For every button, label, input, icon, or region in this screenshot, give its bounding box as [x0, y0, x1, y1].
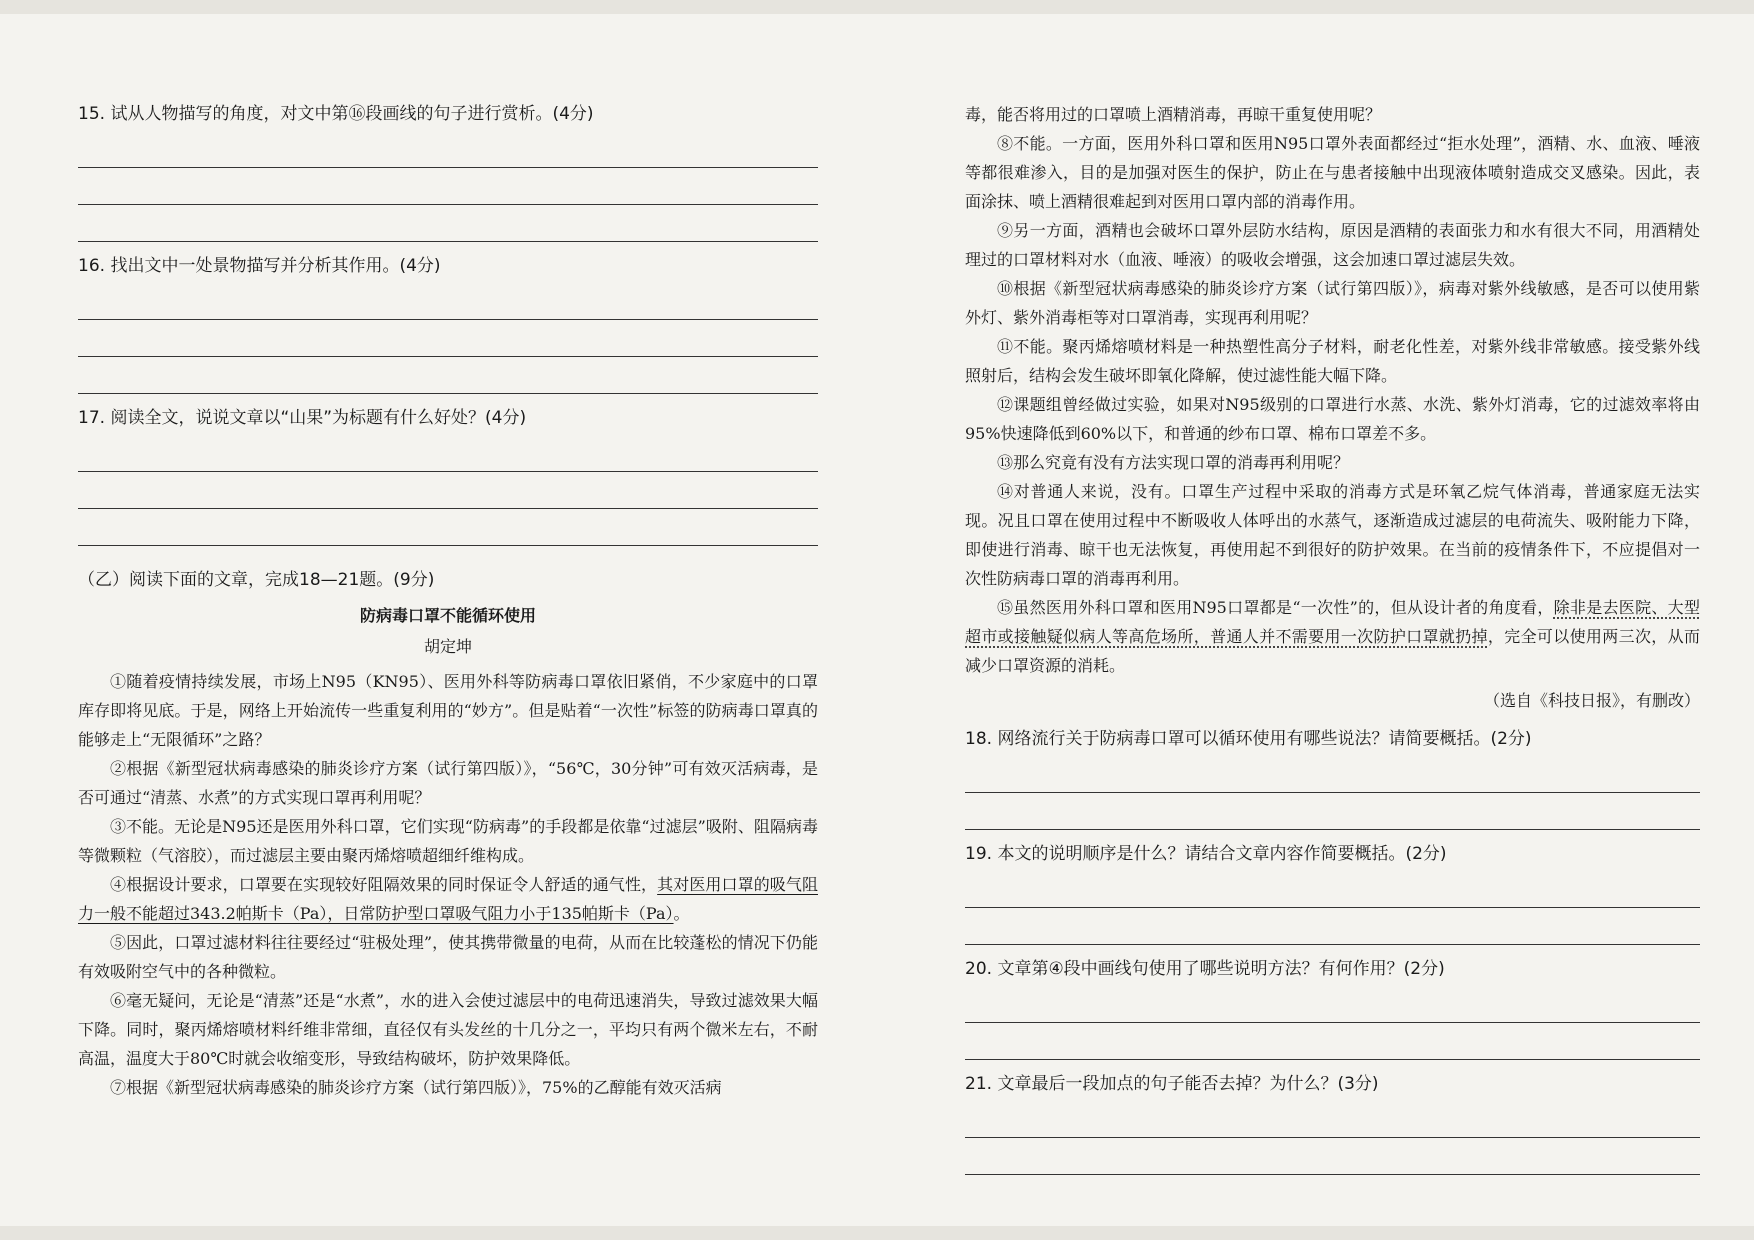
paragraph-4-lead: ④根据设计要求，口罩要在实现较好阻隔效果的同时保证令人舒适的通气性， [110, 875, 658, 894]
scan-edge-top [0, 0, 1754, 14]
paragraph-11: ⑪不能。聚丙烯熔喷材料是一种热塑性高分子材料，耐老化性差，对紫外线非常敏感。接受紫外线照射后，结构会发生破坏即氧化降解，使过滤性能大幅下降。 [965, 337, 1700, 385]
answer-line[interactable] [965, 907, 1700, 908]
question-21: 21. 文章最后一段加点的句子能否去掉？为什么？(3分) [965, 1074, 1379, 1094]
paragraph-15-lead: ⑮虽然医用外科口罩和医用N95口罩都是“一次性”的，但从设计者的角度看， [997, 598, 1554, 617]
question-19: 19. 本文的说明顺序是什么？请结合文章内容作简要概括。(2分) [965, 844, 1447, 864]
paragraph-9: ⑨另一方面，酒精也会破坏口罩外层防水结构，原因是酒精的表面张力和水有很大不同，用酒精处理过的口罩材料对水（血液、唾液）的吸收会增强，这会加速口罩过滤层失效。 [965, 221, 1700, 269]
scan-edge-bottom [0, 1226, 1754, 1240]
article-source: （选自《科技日报》，有删改） [1483, 691, 1700, 710]
paragraph-13: ⑬那么究竟有没有方法实现口罩的消毒再利用呢？ [997, 453, 1350, 472]
underlined-sentence: 其对医用口罩的吸气阻力一般不能超过343.2帕斯卡（Pa），日常防护型口罩吸气阻力小于135帕斯卡（Pa） [78, 875, 818, 923]
dotted-sentence: 除非是去医院、大型超市或接触疑似病人等高危场所，普通人并不需要用一次防护口罩就扔掉 [965, 598, 1700, 646]
answer-line[interactable] [78, 204, 818, 205]
question-15: 15. 试从人物描写的角度，对文中第⑯段画线的句子进行赏析。(4分) [78, 104, 594, 124]
article-author: 胡定坤 [423, 637, 472, 656]
right-column [965, 100, 1700, 1175]
paragraph-6: ⑥毫无疑问，无论是“清蒸”还是“水煮”，水的进入会使过滤层中的电荷迅速消失，导致过滤效果大幅下降。同时，聚丙烯熔喷材料纤维非常细，直径仅有头发丝的十几分之一，平均只有两个微米左右，不耐高温，温度大于80℃时就会收缩变形，导致结构破坏，防护效果降低。 [78, 991, 818, 1068]
paragraph-4 [78, 870, 818, 928]
answer-line[interactable] [965, 1137, 1700, 1138]
answer-line[interactable] [965, 792, 1700, 793]
paragraph-2: ②根据《新型冠状病毒感染的肺炎诊疗方案（试行第四版）》，“56℃，30分钟”可有效灭活病毒，是否可通过“清蒸、水煮”的方式实现口罩再利用呢？ [78, 759, 818, 807]
answer-line[interactable] [78, 167, 818, 168]
answer-line[interactable] [78, 356, 818, 357]
article-title: 防病毒口罩不能循环使用 [359, 606, 536, 625]
paragraph-7: ⑦根据《新型冠状病毒感染的肺炎诊疗方案（试行第四版）》，75%的乙醇能有效灭活病 [110, 1078, 722, 1097]
reading-section-heading: （乙）阅读下面的文章，完成18—21题。(9分) [78, 570, 435, 590]
question-18: 18. 网络流行关于防病毒口罩可以循环使用有哪些说法？请简要概括。(2分) [965, 729, 1532, 749]
left-column [78, 100, 818, 1102]
paragraph-5: ⑤因此，口罩过滤材料往往要经过“驻极处理”，使其携带微量的电荷，从而在比较蓬松的情况下仍能有效吸附空气中的各种微粒。 [78, 933, 818, 981]
question-20: 20. 文章第④段中画线句使用了哪些说明方法？有何作用？(2分) [965, 959, 1445, 979]
paragraph-10: ⑩根据《新型冠状病毒感染的肺炎诊疗方案（试行第四版）》，病毒对紫外线敏感，是否可以使用紫外灯、紫外消毒柜等对口罩消毒，实现再利用呢？ [965, 279, 1700, 327]
paragraph-4-end: 。 [673, 904, 690, 923]
paragraph-12: ⑫课题组曾经做过实验，如果对N95级别的口罩进行水蒸、水洗、紫外灯消毒，它的过滤效率将由95%快速降低到60%以下，和普通的纱布口罩、棉布口罩差不多。 [965, 395, 1700, 443]
paragraph-3: ③不能。无论是N95还是医用外科口罩，它们实现“防病毒”的手段都是依靠“过滤层”吸附、阻隔病毒等微颗粒（气溶胶），而过滤层主要由聚丙烯熔喷超细纤维构成。 [78, 817, 818, 865]
question-16: 16. 找出文中一处景物描写并分析其作用。(4分) [78, 256, 441, 276]
paragraph-15 [965, 593, 1700, 680]
answer-line[interactable] [78, 471, 818, 472]
paragraph-14: ⑭对普通人来说，没有。口罩生产过程中采取的消毒方式是环氧乙烷气体消毒，普通家庭无法实现。况且口罩在使用过程中不断吸收人体呼出的水蒸气，逐渐造成过滤层的电荷流失、吸附能力下降，即使进行消毒、晾干也无法恢复，再使用起不到很好的防护效果。在当前的疫情条件下，不应提倡对一次性防病毒口罩的消毒再利用。 [965, 482, 1700, 588]
answer-line[interactable] [78, 319, 818, 320]
answer-line[interactable] [965, 1022, 1700, 1023]
answer-line[interactable] [78, 508, 818, 509]
answer-line[interactable] [965, 1174, 1700, 1175]
paragraph-15-end: ，完全可以使用两三次，从而减少口罩资源的消耗。 [965, 627, 1700, 675]
paragraph-8: ⑧不能。一方面，医用外科口罩和医用N95口罩外表面都经过“拒水处理”，酒精、水、血液、唾液等都很难渗入，目的是加强对医生的保护，防止在与患者接触中出现液体喷射造成交叉感染。因此，表面涂抹、喷上酒精很难起到对医用口罩内部的消毒作用。 [965, 134, 1700, 211]
paragraph-1: ①随着疫情持续发展，市场上N95（KN95）、医用外科等防病毒口罩依旧紧俏，不少家庭中的口罩库存即将见底。于是，网络上开始流传一些重复利用的“妙方”。但是贴着“一次性”标签的防病毒口罩真的能够走上“无限循环”之路？ [78, 672, 818, 749]
paragraph-7-continued: 毒，能否将用过的口罩喷上酒精消毒，再晾干重复使用呢？ [965, 105, 1382, 124]
question-17: 17. 阅读全文，说说文章以“山果”为标题有什么好处？(4分) [78, 408, 527, 428]
